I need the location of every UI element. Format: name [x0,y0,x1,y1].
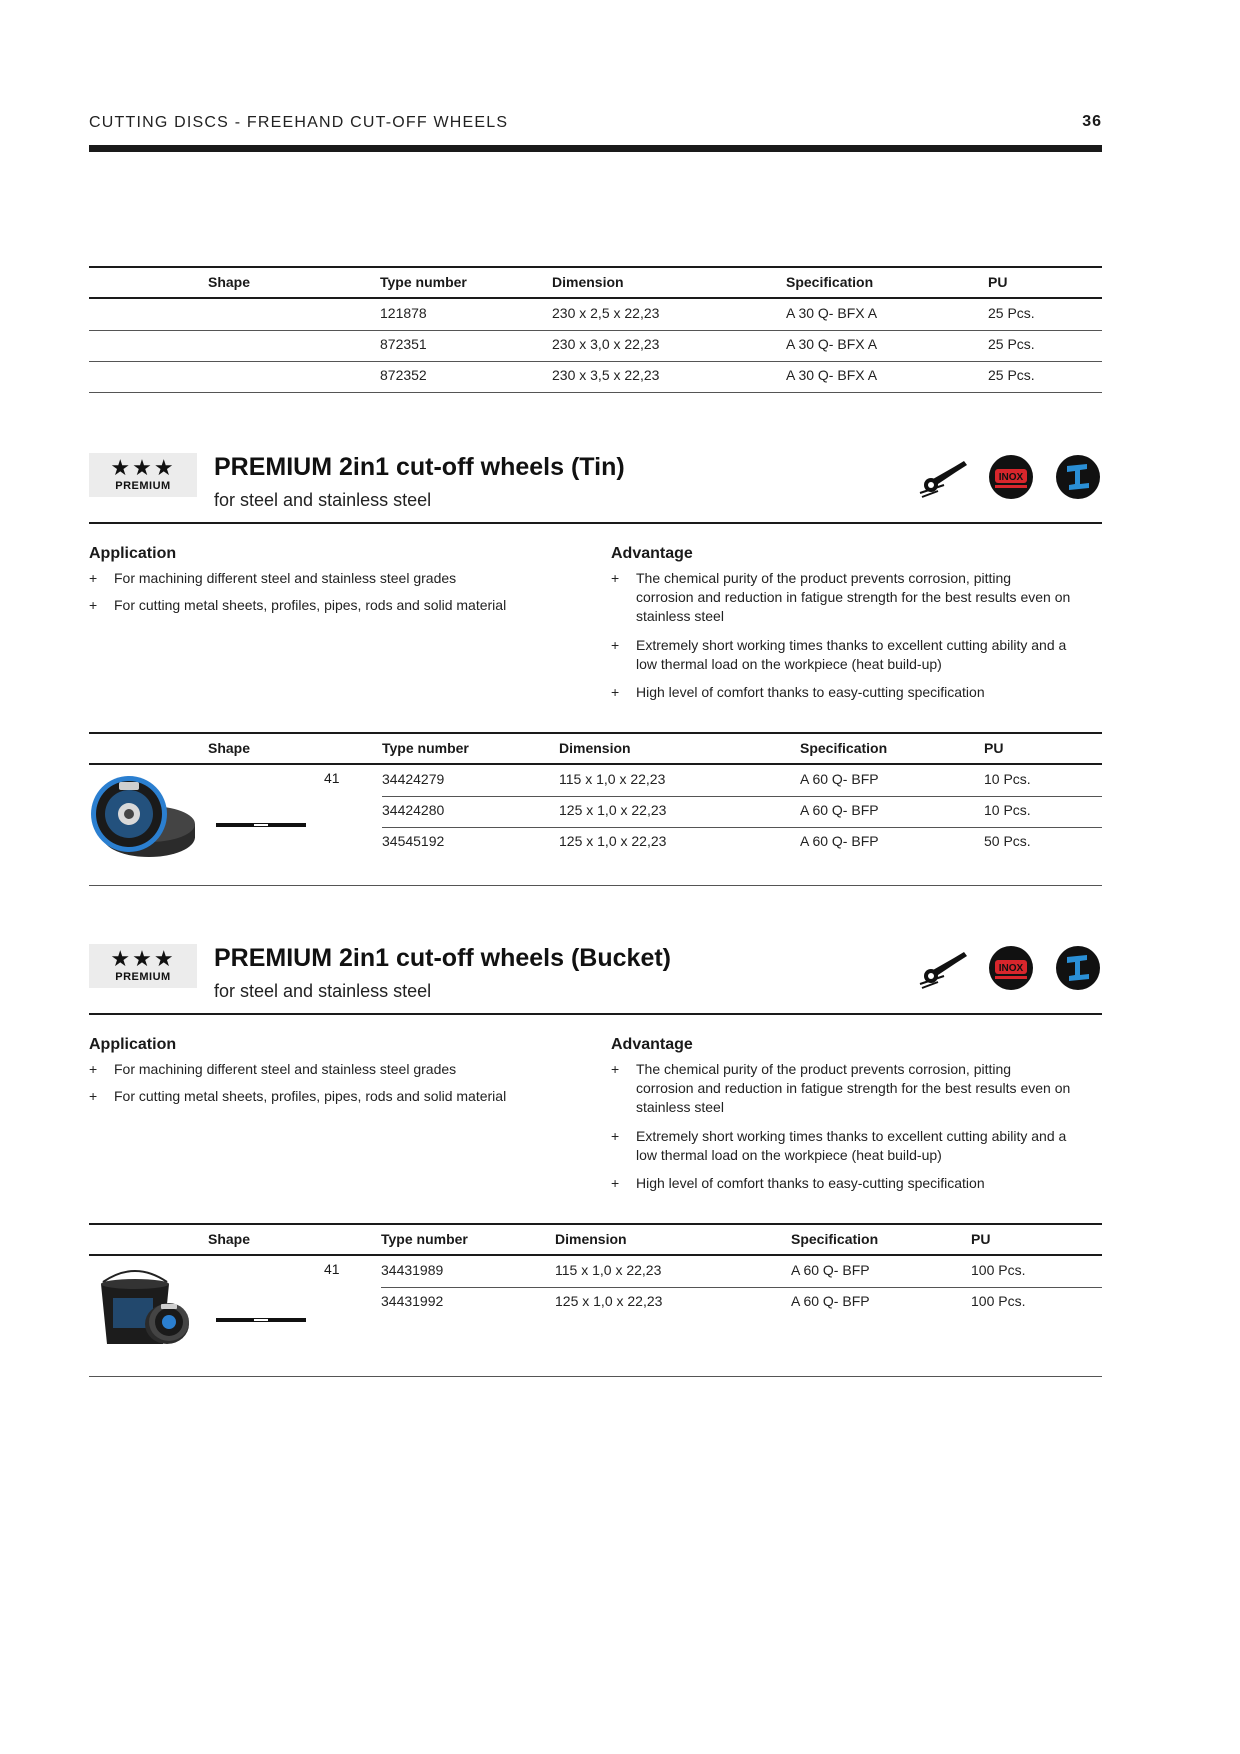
steel-beam-icon [1055,454,1101,500]
shape-number: 41 [324,1261,340,1277]
advantage-text: High level of comfort thanks to easy-cutting specification [636,684,985,700]
page-header-title: CUTTING DISCS - FREEHAND CUT-OFF WHEELS [89,114,509,131]
advantage-text: Extremely short working times thanks to excellent cutting ability and a [636,1128,1067,1144]
advantage-text: corrosion and reduction in fatigue strength for the best results even on [636,1080,1071,1096]
advantage-text: Extremely short working times thanks to excellent cutting ability and a [636,637,1067,653]
plus-icon: + [89,597,98,613]
table-row [89,827,1102,857]
table-bottom-rule [89,885,1102,886]
plus-icon: + [89,570,98,586]
table-row [89,330,1102,360]
col-type-number: Type number [380,274,467,290]
pu: 100 Pcs. [971,1293,1026,1309]
product-table-2 [89,732,1102,887]
pu: 25 Pcs. [988,305,1035,321]
advantage-title: Advantage [611,1036,693,1053]
product-table-1 [89,266,1102,394]
product-table-3 [89,1223,1102,1378]
inox-label: INOX [998,472,1024,483]
angle-grinder-icon [918,453,970,499]
pu: 25 Pcs. [988,367,1035,383]
advantage-text: The chemical purity of the product prevents corrosion, pitting [636,570,1012,586]
advantage-text: low thermal load on the workpiece (heat build-up) [636,656,942,672]
section-rule [89,1013,1102,1015]
table-header-row [89,268,1102,297]
advantage-item [611,636,1102,676]
type-number: 121878 [380,305,427,321]
specification: A 30 Q- BFX A [786,367,878,383]
col-specification: Specification [800,740,888,756]
col-type-number: Type number [382,740,469,756]
table-bottom-rule [89,1376,1102,1377]
plus-icon: + [611,1128,620,1144]
col-dimension: Dimension [552,274,624,290]
star-rating-icon: ★★★ [110,455,176,480]
inox-icon [988,945,1034,991]
specification: A 60 Q- BFP [800,833,879,849]
type-number: 872351 [380,336,427,352]
plus-icon: + [611,637,620,653]
advantage-item [611,683,1102,703]
col-shape: Shape [208,740,251,756]
dimension: 230 x 3,5 x 22,23 [552,367,660,383]
dimension: 230 x 2,5 x 22,23 [552,305,660,321]
badge-label: PREMIUM [115,480,171,492]
section-rule [89,522,1102,524]
specification: A 30 Q- BFX A [786,305,878,321]
advantage-text: corrosion and reduction in fatigue strength for the best results even on [636,589,1071,605]
advantage-item [611,569,1102,629]
type-number: 34424280 [382,802,445,818]
type-number: 34424279 [382,771,445,787]
application-item [89,596,589,616]
dimension: 125 x 1,0 x 22,23 [559,802,667,818]
advantage-item [611,1174,1102,1194]
col-dimension: Dimension [559,740,631,756]
advantage-text: High level of comfort thanks to easy-cutting specification [636,1175,985,1191]
col-shape: Shape [208,1231,251,1247]
table-row [89,299,1102,329]
pu: 10 Pcs. [984,802,1031,818]
col-specification: Specification [786,274,874,290]
col-type-number: Type number [381,1231,468,1247]
dimension: 115 x 1,0 x 22,23 [559,771,666,787]
plus-icon: + [611,570,620,586]
application-text: For cutting metal sheets, profiles, pipes, rods and solid material [114,1088,507,1104]
specification: A 60 Q- BFP [800,771,879,787]
shape-number: 41 [324,770,340,786]
col-pu: PU [984,740,1004,756]
premium-badge [89,453,197,497]
table-row [89,765,1102,795]
type-number: 34431992 [381,1293,444,1309]
section-subtitle: for steel and stainless steel [214,490,432,510]
table-row [89,1256,1102,1286]
pu: 100 Pcs. [971,1262,1026,1278]
dimension: 115 x 1,0 x 22,23 [555,1262,662,1278]
angle-grinder-icon [918,944,970,990]
type-number: 872352 [380,367,427,383]
specification: A 60 Q- BFP [791,1262,870,1278]
section-subtitle: for steel and stainless steel [214,981,432,1001]
advantage-text: The chemical purity of the product prevents corrosion, pitting [636,1061,1012,1077]
plus-icon: + [611,1061,620,1077]
col-pu: PU [971,1231,991,1247]
advantage-item [611,1060,1102,1120]
dimension: 230 x 3,0 x 22,23 [552,336,660,352]
inox-label: INOX [998,963,1024,974]
col-shape: Shape [208,274,251,290]
dimension: 125 x 1,0 x 22,23 [555,1293,663,1309]
col-dimension: Dimension [555,1231,627,1247]
application-text: For cutting metal sheets, profiles, pipes, rods and solid material [114,597,507,613]
col-specification: Specification [791,1231,879,1247]
application-item [89,569,589,589]
plus-icon: + [611,684,620,700]
specification: A 60 Q- BFP [800,802,879,818]
application-item [89,1087,589,1107]
advantage-item [611,1127,1102,1167]
plus-icon: + [611,1175,620,1191]
advantage-text: stainless steel [636,608,724,624]
plus-icon: + [89,1088,98,1104]
specification: A 30 Q- BFX A [786,336,878,352]
advantage-text: stainless steel [636,1099,724,1115]
application-text: For machining different steel and stainless steel grades [114,570,457,586]
pu: 50 Pcs. [984,833,1031,849]
table-row [89,1287,1102,1317]
advantage-title: Advantage [611,545,693,562]
premium-badge [89,944,197,988]
steel-beam-icon [1055,945,1101,991]
page-number: 36 [1082,113,1102,130]
section-title: PREMIUM 2in1 cut-off wheels (Bucket) [214,944,671,972]
section-title: PREMIUM 2in1 cut-off wheels (Tin) [214,453,625,481]
advantage-text: low thermal load on the workpiece (heat build-up) [636,1147,942,1163]
flat-disc-profile-icon [216,1318,306,1322]
type-number: 34545192 [382,833,445,849]
application-text: For machining different steel and stainless steel grades [114,1061,457,1077]
table-row [89,796,1102,826]
application-title: Application [89,545,177,562]
application-title: Application [89,1036,177,1053]
application-item [89,1060,589,1080]
specification: A 60 Q- BFP [791,1293,870,1309]
header-rule [89,145,1102,152]
pu: 10 Pcs. [984,771,1031,787]
dimension: 125 x 1,0 x 22,23 [559,833,667,849]
table-bottom-rule [89,392,1102,393]
badge-label: PREMIUM [115,971,171,983]
table-row [89,361,1102,391]
table-header-row [89,1225,1102,1254]
pu: 25 Pcs. [988,336,1035,352]
plus-icon: + [89,1061,98,1077]
type-number: 34431989 [381,1262,444,1278]
star-rating-icon: ★★★ [110,946,176,971]
inox-icon [988,454,1034,500]
table-header-row [89,734,1102,763]
col-pu: PU [988,274,1008,290]
